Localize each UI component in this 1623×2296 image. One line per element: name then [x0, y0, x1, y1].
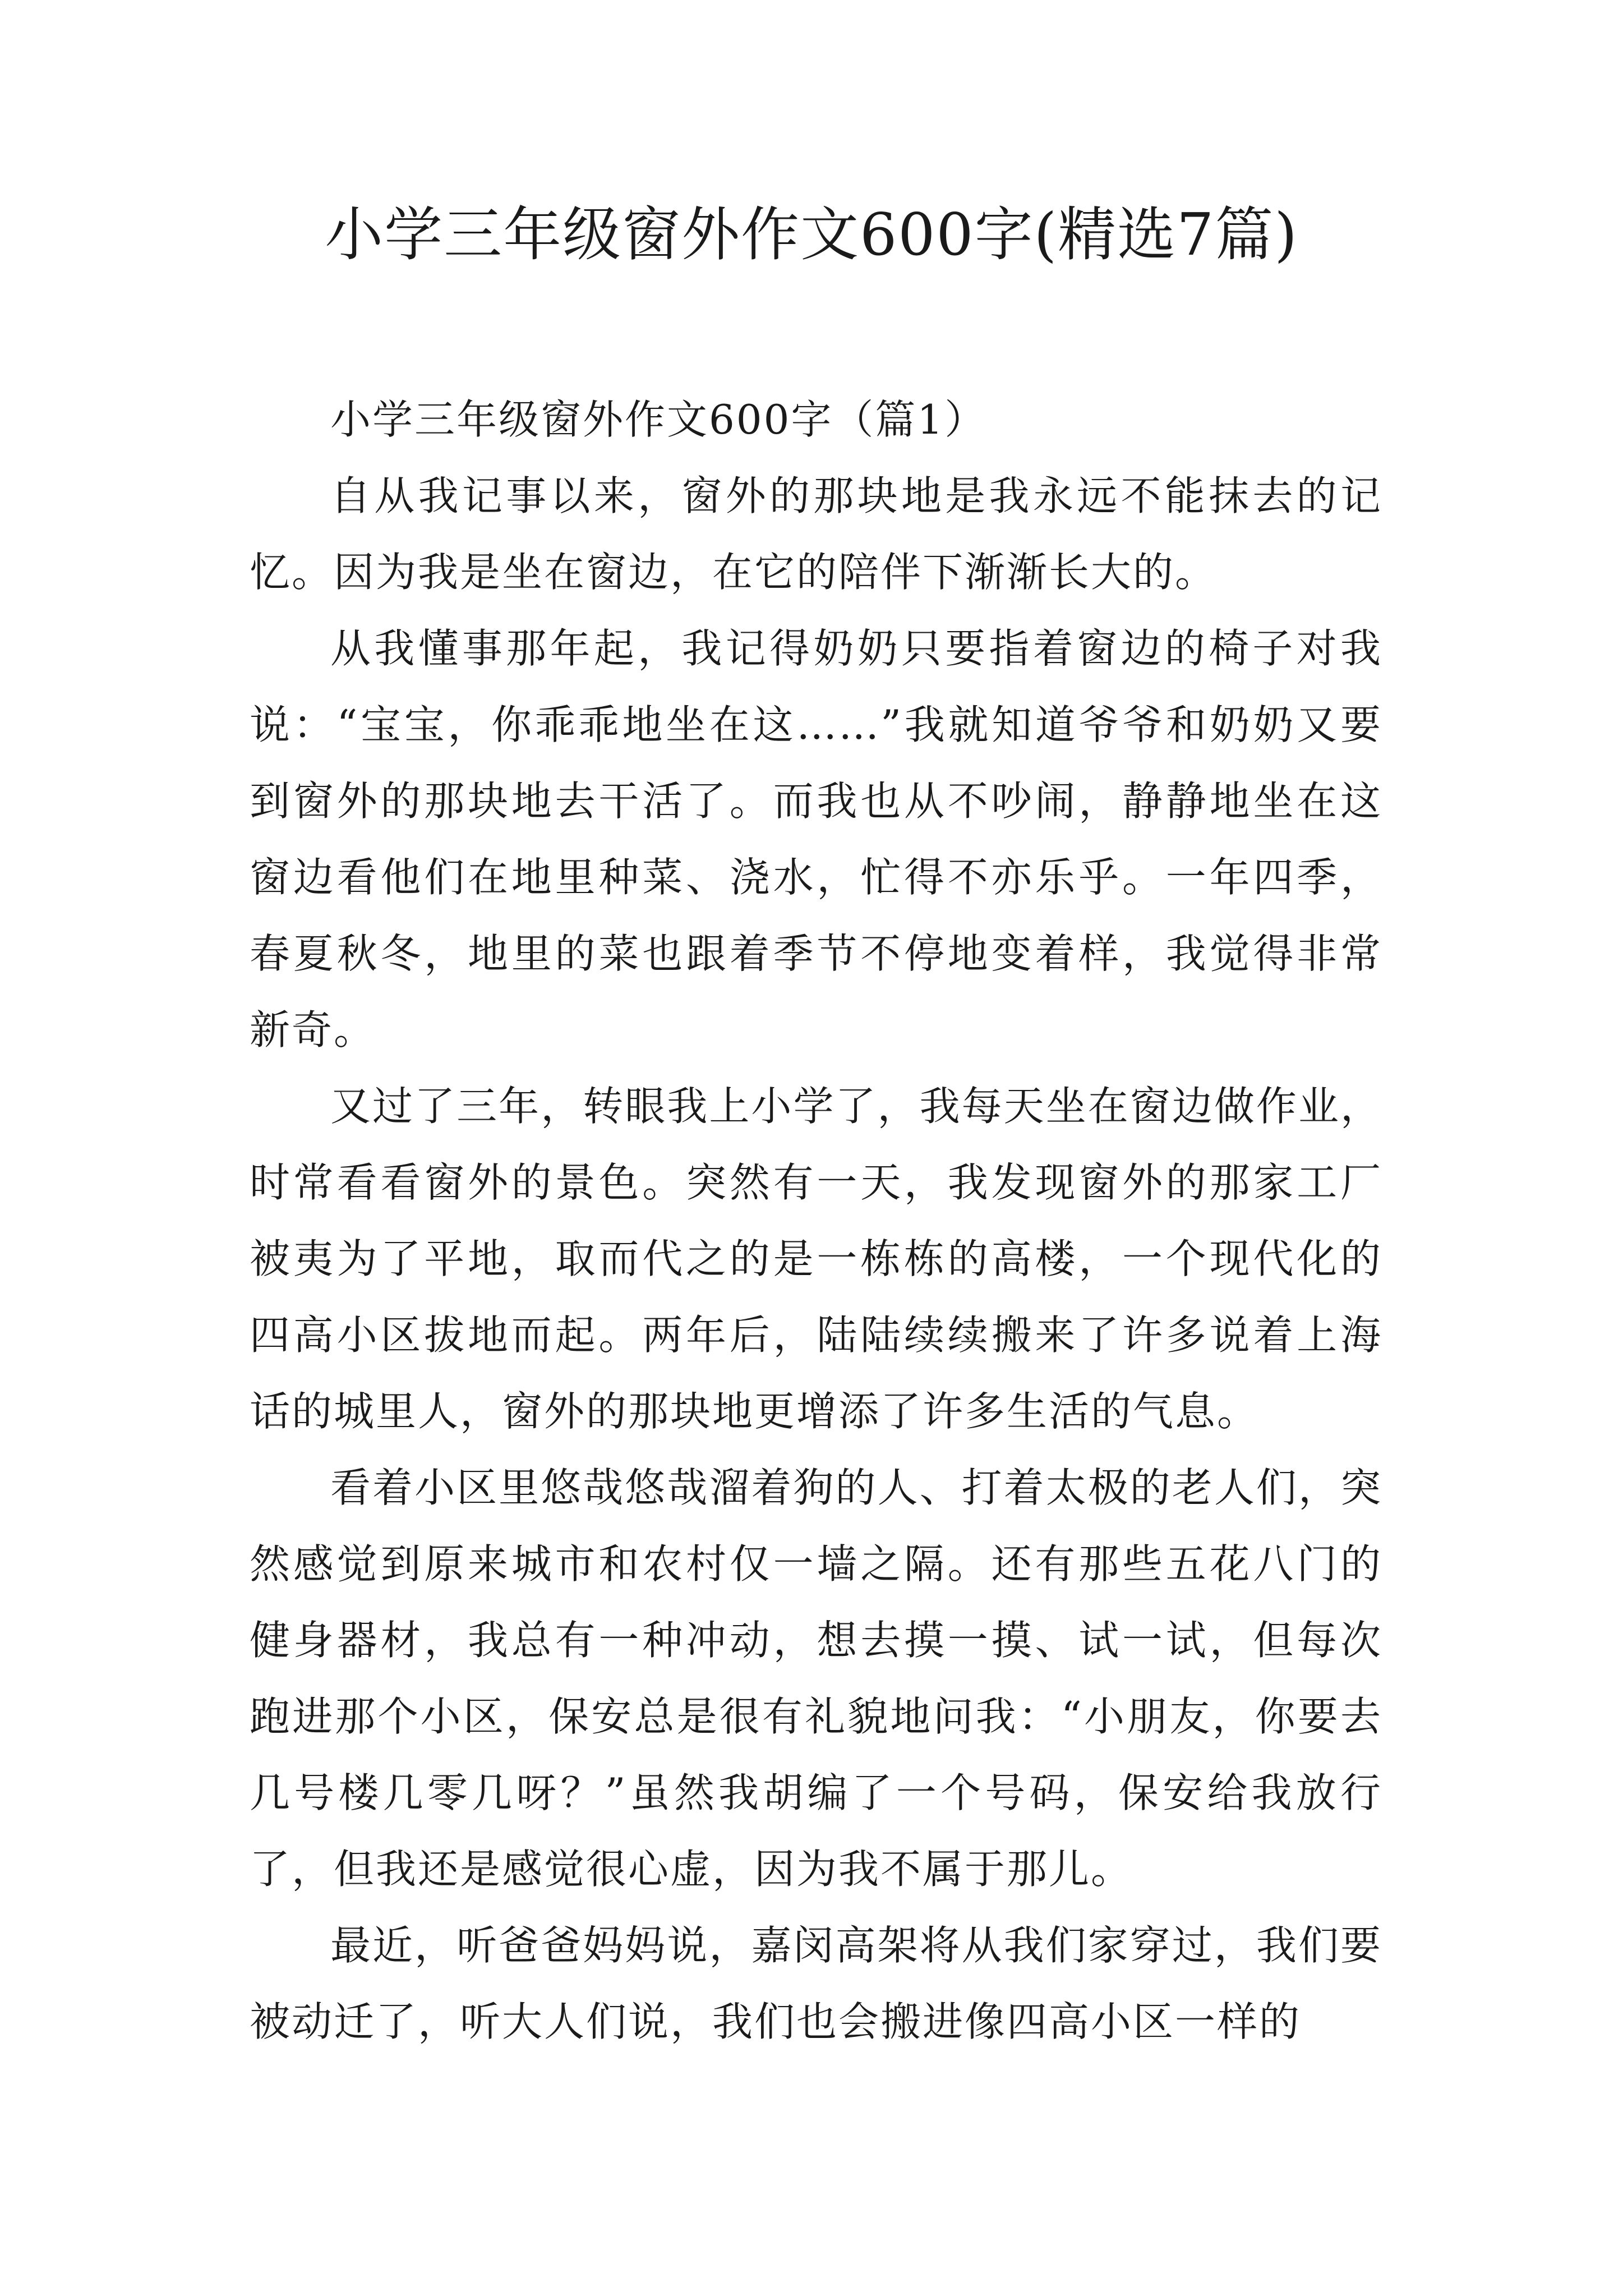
- document-body: [250, 381, 1382, 2060]
- document-title: 小学三年级窗外作文600字(精选7篇): [325, 200, 1298, 269]
- paragraph: 自从我记事以来，窗外的那块地是我永远不能抹去的记忆。因为我是坐在窗边，在它的陪伴下渐渐长大的。: [250, 472, 1382, 596]
- paragraph: 最近，听爸爸妈妈说，嘉闵高架将从我们家穿过，我们要被动迁了，听大人们说，我们也会搬进像四高小区一样的: [250, 1922, 1382, 2045]
- paragraph: 从我懂事那年起，我记得奶奶只要指着窗边的椅子对我说：“宝宝，你乖乖地坐在这……”我就知道爷爷和奶奶又要到窗外的那块地去干活了。而我也从不吵闹，静静地坐在这窗边看他们在地里种菜、浇水，忙得不亦乐乎。一年四季，春夏秋冬，地里的菜也跟着季节不停地变着样，我觉得非常新奇。: [250, 625, 1382, 1053]
- paragraph: 又过了三年，转眼我上小学了，我每天坐在窗边做作业，时常看看窗外的景色。突然有一天，我发现窗外的那家工厂被夷为了平地，取而代之的是一栋栋的高楼，一个现代化的四高小区拔地而起。两年后，陆陆续续搬来了许多说着上海话的城里人，窗外的那块地更增添了许多生活的气息。: [250, 1083, 1382, 1435]
- paragraph: 看着小区里悠哉悠哉溜着狗的人、打着太极的老人们，突然感觉到原来城市和农村仅一墙之隔。还有那些五花八门的健身器材，我总有一种冲动，想去摸一摸、试一试，但每次跑进那个小区，保安总是很有礼貌地问我：“小朋友，你要去几号楼几零几呀？”虽然我胡编了一个号码，保安给我放行了，但我还是感觉很心虚，因为我不属于那儿。: [250, 1464, 1382, 1893]
- section-heading: 小学三年级窗外作文600字（篇1）: [330, 396, 987, 443]
